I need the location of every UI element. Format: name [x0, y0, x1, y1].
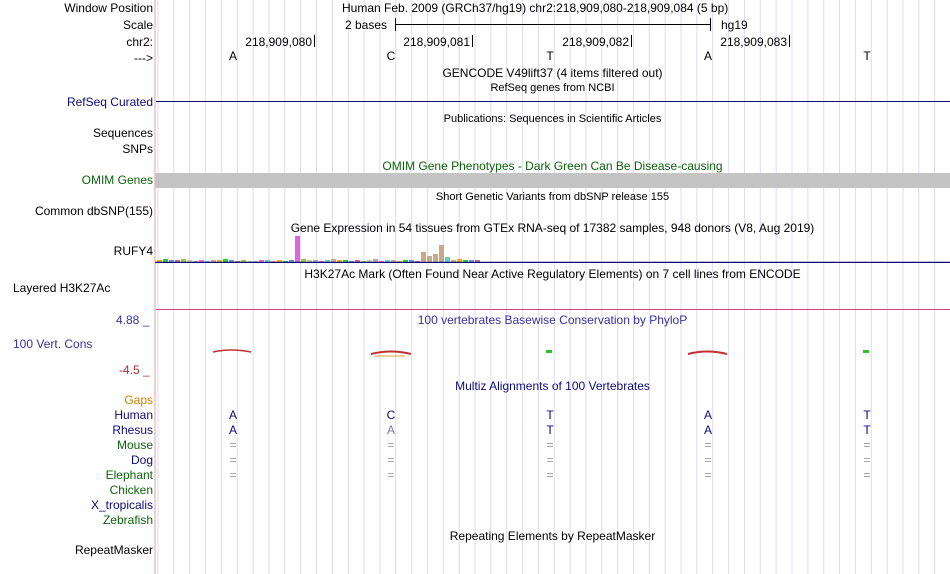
gtex-tissue-bar: [229, 260, 234, 262]
common-dbsnp-label[interactable]: Common dbSNP(155): [34, 204, 153, 218]
gtex-tissue-bar: [199, 260, 204, 262]
alignment-base: =: [229, 468, 237, 482]
refseq-gene-line: [156, 101, 950, 102]
ruler-position: 218,909,081: [403, 35, 470, 49]
reference-base: A: [703, 49, 712, 63]
gtex-tissue-bar: [451, 260, 456, 262]
ruler-position: 218,909,083: [720, 35, 787, 49]
sequences-label[interactable]: Sequences: [92, 126, 153, 140]
scale-bar-right-tick: [710, 18, 711, 31]
h3k27ac-baseline: [156, 309, 950, 310]
gtex-tissue-bar: [409, 260, 414, 262]
gtex-tissue-bar: [307, 260, 312, 262]
gtex-tissue-bar: [385, 260, 390, 262]
phylop-max-label: 4.88 _: [116, 313, 150, 327]
reference-base: C: [386, 49, 396, 63]
species-label-human[interactable]: Human: [114, 408, 153, 422]
alignment-base: =: [387, 468, 395, 482]
gaps-label[interactable]: Gaps: [124, 393, 153, 407]
phylop-mark-3: [546, 350, 552, 353]
gtex-expression-track[interactable]: [155, 235, 950, 263]
alignment-base: T: [863, 423, 871, 437]
gtex-tissue-bar: [427, 256, 432, 262]
alignment-base: =: [387, 438, 395, 452]
ruler-tick: [472, 35, 473, 47]
snps-label[interactable]: SNPs: [122, 142, 153, 156]
species-label-zebrafish[interactable]: Zebrafish: [102, 513, 153, 527]
reference-base: T: [546, 49, 554, 63]
phylop-mark-5: [863, 350, 869, 353]
ruler-tick: [314, 35, 315, 47]
alignment-base: T: [546, 408, 554, 422]
gtex-tissue-bar: [313, 260, 318, 262]
gtex-tissue-bar: [469, 260, 474, 262]
gtex-tissue-bar: [295, 236, 300, 262]
scale-bar-left-tick: [395, 18, 396, 31]
species-label-x_tropicalis[interactable]: X_tropicalis: [90, 498, 153, 512]
gtex-tissue-bar: [265, 260, 270, 262]
gtex-tissue-bar: [301, 259, 306, 262]
ruler-position: 218,909,080: [245, 35, 312, 49]
gtex-tissue-bar: [433, 254, 438, 262]
omim-genes-label[interactable]: OMIM Genes: [81, 173, 153, 187]
gtex-tissue-bar: [373, 259, 378, 262]
omim-track-title: OMIM Gene Phenotypes - Dark Green Can Be Disease-causing: [382, 159, 723, 173]
refseq-curated-track[interactable]: [155, 101, 950, 104]
alignment-base: C: [386, 408, 396, 422]
alignment-base: =: [704, 438, 712, 452]
publications-track-title: Publications: Sequences in Scientific Articles: [443, 113, 662, 125]
ruler-tick: [631, 35, 632, 47]
gtex-tissue-bar: [175, 260, 180, 262]
scale-assembly: hg19: [721, 18, 748, 32]
alignment-base: A: [703, 423, 712, 437]
gtex-tissue-bar: [241, 260, 246, 262]
gtex-tissue-bar: [325, 260, 330, 262]
alignment-base: =: [387, 453, 395, 467]
window-position-label: Window Position: [64, 1, 153, 15]
alignment-base: =: [863, 438, 871, 452]
ruler-position: 218,909,082: [562, 35, 629, 49]
gtex-tissue-bar: [211, 260, 216, 262]
alignment-base: =: [546, 453, 554, 467]
gtex-expression-bars: [155, 235, 950, 263]
alignment-base: A: [703, 408, 712, 422]
alignment-base: =: [863, 453, 871, 467]
refseq-group-title: RefSeq genes from NCBI: [490, 82, 615, 94]
gtex-tissue-bar: [157, 260, 162, 262]
ruler-tick: [789, 35, 790, 47]
phylop-track-title: 100 vertebrates Basewise Conservation by PhyloP: [417, 313, 688, 327]
gtex-tissue-bar: [277, 260, 282, 262]
h3k27ac-track-title: H3K27Ac Mark (Often Found Near Active Regulatory Elements) on 7 cell lines from ENCODE: [304, 267, 801, 281]
gencode-track-title: GENCODE V49lift37 (4 items filtered out): [442, 66, 663, 80]
alignment-base: =: [704, 468, 712, 482]
gtex-tissue-bar: [355, 260, 360, 262]
alignment-base: A: [228, 408, 237, 422]
gtex-tissue-bar: [421, 252, 426, 262]
phylop-mark-1: [213, 350, 251, 352]
species-label-rhesus[interactable]: Rhesus: [112, 423, 153, 437]
phylop-mark-4: [688, 352, 727, 355]
gtex-tissue-bar: [475, 260, 480, 262]
alignment-base: =: [546, 468, 554, 482]
gtex-tissue-bar: [331, 259, 336, 262]
species-label-dog[interactable]: Dog: [130, 453, 153, 467]
window-position-value: Human Feb. 2009 (GRCh37/hg19) chr2:218,909,080-218,909,084 (5 bp): [342, 1, 729, 15]
gtex-tissue-bar: [217, 260, 222, 262]
phylop-conservation-marks: [155, 340, 950, 364]
refseq-curated-label[interactable]: RefSeq Curated: [66, 95, 153, 109]
alignment-base: =: [704, 453, 712, 467]
gtex-tissue-bar: [223, 259, 228, 262]
reference-base: A: [228, 49, 237, 63]
alignment-base: =: [546, 438, 554, 452]
gtex-tissue-bar: [463, 260, 468, 262]
multiz-track-title: Multiz Alignments of 100 Vertebrates: [455, 379, 650, 393]
gtex-tissue-bar: [367, 260, 372, 262]
phylop-min-label: -4.5 _: [119, 363, 150, 377]
alignment-base: A: [386, 423, 395, 437]
scale-bar: [395, 24, 711, 25]
scale-value: 2 bases: [345, 18, 388, 32]
reference-base: T: [863, 49, 871, 63]
scale-label: Scale: [122, 18, 153, 32]
gtex-tissue-bar: [337, 260, 342, 262]
phylop-label[interactable]: 100 Vert. Cons: [13, 337, 93, 351]
gtex-tissue-bar: [391, 260, 396, 262]
gtex-tissue-bar: [289, 260, 294, 262]
alignment-base: =: [229, 438, 237, 452]
chrom-label: chr2:: [126, 35, 153, 49]
alignment-base: T: [863, 408, 871, 422]
gtex-tissue-bar: [163, 259, 168, 262]
repeatmasker-track-title: Repeating Elements by RepeatMasker: [449, 529, 656, 543]
gtex-tissue-bar: [181, 259, 186, 262]
phylop-conservation-track[interactable]: [155, 340, 950, 364]
gtex-tissue-bar: [439, 245, 444, 262]
gtex-tissue-bar: [343, 260, 348, 262]
species-label-elephant[interactable]: Elephant: [105, 468, 153, 482]
alignment-base: A: [228, 423, 237, 437]
species-label-chicken[interactable]: Chicken: [109, 483, 153, 497]
gtex-gene-label[interactable]: RUFY4: [113, 244, 153, 258]
gtex-tissue-bar: [445, 257, 450, 262]
h3k27ac-track[interactable]: [155, 309, 950, 311]
alignment-base: T: [546, 423, 554, 437]
alignment-base: =: [863, 468, 871, 482]
omim-gene-bar[interactable]: [155, 173, 950, 188]
gtex-track-title: Gene Expression in 54 tissues from GTEx RNA-seq of 17382 samples, 948 donors (V8, Aug 2019): [290, 221, 815, 235]
strand-label: --->: [134, 51, 153, 65]
gtex-tissue-bar: [169, 260, 174, 262]
h3k27ac-label[interactable]: Layered H3K27Ac: [13, 281, 111, 295]
species-label-mouse[interactable]: Mouse: [116, 438, 153, 452]
phylop-mark-2: [371, 352, 411, 355]
gtex-tissue-bar: [187, 260, 192, 262]
gtex-tissue-bar: [259, 260, 264, 262]
repeatmasker-label[interactable]: RepeatMasker: [74, 543, 153, 557]
gtex-tissue-bar: [403, 260, 408, 262]
dbsnp-track-title: Short Genetic Variants from dbSNP release 155: [435, 191, 670, 203]
gtex-tissue-bar: [457, 259, 462, 262]
alignment-base: =: [229, 453, 237, 467]
